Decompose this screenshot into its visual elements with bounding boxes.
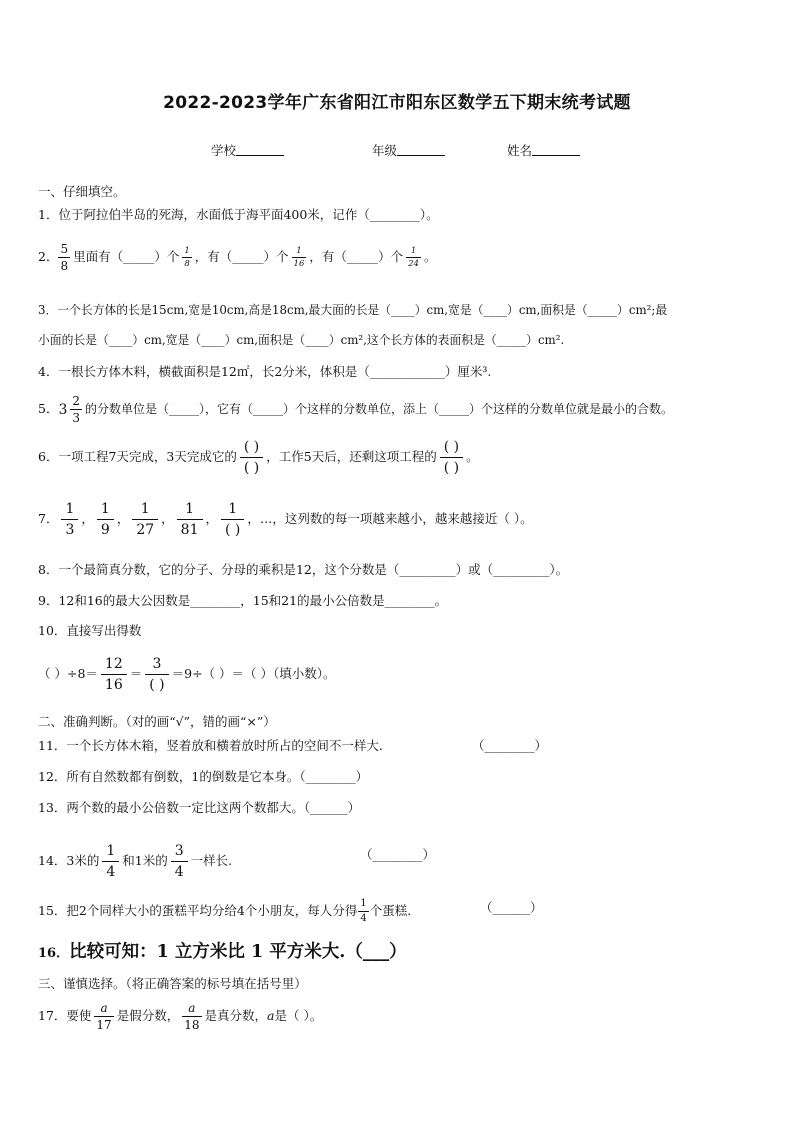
- question-3-line-1: 3．一个长方体的长是15cm,宽是10cm,高是18cm,最大面的长是（____）cm,宽是（____）cm,面积是（_____）cm²;最: [38, 303, 668, 317]
- question-text: ，…，这列数的每一项越来越小，越来越接近（ ）。: [247, 511, 533, 526]
- question-12: 12．所有自然数都有倒数，1的倒数是它本身。（________）: [38, 769, 369, 784]
- question-number: 14．: [38, 853, 67, 868]
- numerator: 12: [104, 656, 123, 672]
- denominator: 16: [293, 259, 305, 269]
- denominator: 3: [72, 411, 81, 425]
- question-text: 个蛋糕.: [369, 903, 412, 918]
- numerator: 1: [296, 245, 302, 256]
- numerator: 1: [65, 501, 75, 517]
- question-4: 4．一根长方体木料，横截面积是12㎡，长2分米，体积是（____________）厘米³.: [38, 364, 492, 379]
- question-9: 9．12和16的最大公因数是________，15和21的最小公倍数是________。: [38, 593, 448, 608]
- numerator: 3: [152, 656, 162, 672]
- denominator-blank: ( ): [145, 674, 168, 692]
- separator: ，: [205, 511, 219, 526]
- question-text: 和1米的: [122, 853, 168, 868]
- question-16: [38, 938, 407, 963]
- fraction: [102, 844, 119, 879]
- fraction: [182, 247, 191, 269]
- question-text: 的分数单位是（_____），它有（_____）个这样的分数单位，添上（_____）个这样的分数单位就是最小的合数。: [85, 402, 674, 416]
- grade-blank[interactable]: [397, 143, 445, 156]
- fraction: [171, 844, 188, 879]
- answer-blank[interactable]: （______）: [480, 900, 543, 915]
- question-11: [38, 737, 383, 755]
- name-blank[interactable]: [532, 143, 580, 156]
- numerator: 1: [100, 501, 110, 517]
- numerator: 1: [140, 501, 150, 517]
- denominator: 8: [184, 259, 190, 269]
- question-text: 一项工程7天完成，3天完成它的: [58, 449, 237, 464]
- question-text: 里面有（_____）个: [73, 249, 180, 264]
- denominator: 8: [60, 259, 69, 273]
- denominator: 16: [101, 674, 127, 692]
- fraction: [97, 502, 114, 537]
- question-text: （ ）÷8＝: [38, 666, 98, 681]
- numerator-blank: ( ): [443, 439, 460, 455]
- numerator: a: [188, 1001, 196, 1015]
- question-text: ，工作5天后，还剩这项工程的: [266, 449, 437, 464]
- question-text: 要使: [66, 1008, 92, 1023]
- section-heading-1: 一、仔细填空。: [38, 184, 126, 199]
- numerator: a: [100, 1001, 108, 1015]
- denominator: 4: [102, 861, 119, 879]
- question-text: 15．把2个同样大小的蛋糕平均分给4个小朋友，每人分得: [38, 903, 358, 918]
- fraction: [94, 1002, 113, 1031]
- answer-blank[interactable]: （________）: [360, 847, 436, 862]
- fraction-blank[interactable]: [440, 440, 463, 475]
- name-label: 姓名: [507, 143, 533, 158]
- separator: ，: [161, 511, 174, 526]
- denominator: 81: [177, 519, 203, 537]
- denominator: 24: [408, 259, 419, 269]
- separator: ，: [81, 511, 94, 526]
- question-text: 。: [466, 449, 479, 464]
- question-17: [38, 1002, 322, 1031]
- question-3-line-2: 小面的长是（____）cm,宽是（____）cm,面积是（____）cm²,这个长方体的表面积是（_____）cm².: [38, 333, 565, 347]
- denominator: 17: [96, 1018, 112, 1032]
- fraction: [177, 502, 203, 537]
- fraction: [101, 657, 127, 692]
- fraction-blank[interactable]: [221, 502, 244, 537]
- numerator-blank: ( ): [243, 439, 260, 455]
- denominator: 4: [360, 913, 367, 924]
- question-text: ，有（_____）个: [309, 249, 404, 264]
- numerator: 1: [106, 843, 116, 859]
- school-label: 学校: [211, 143, 237, 158]
- denominator: 27: [132, 519, 158, 537]
- question-number: 7．: [38, 511, 59, 526]
- fraction-blank[interactable]: [240, 440, 263, 475]
- question-text: 3米的: [66, 853, 100, 868]
- denominator-blank: ( ): [440, 457, 463, 475]
- section-heading-2: 二、准确判断。（对的画“√”，错的画“×”）: [38, 714, 276, 729]
- question-text: 是真分数，: [204, 1008, 268, 1023]
- denominator: 9: [97, 519, 114, 537]
- numerator: 3: [174, 843, 184, 859]
- grade-field: [372, 141, 445, 159]
- school-field: [211, 141, 284, 159]
- denominator: 3: [61, 519, 78, 537]
- fraction: [292, 247, 307, 269]
- fraction: [406, 247, 421, 269]
- numerator: 1: [184, 245, 190, 256]
- question-number: 2．: [38, 249, 59, 264]
- page-title: 2022-2023学年广东省阳江市阳东区数学五下期末统考试题: [163, 93, 631, 113]
- question-2: [38, 243, 436, 272]
- numerator: 2: [72, 394, 81, 408]
- question-number: 5．: [38, 401, 59, 416]
- question-8: 8．一个最简真分数，它的分子、分母的乘积是12，这个分数是（_________）或（_________）。: [38, 562, 569, 577]
- name-field: [507, 141, 580, 159]
- fraction: [132, 502, 158, 537]
- denominator: 4: [171, 861, 188, 879]
- question-text: 是（ ）。: [274, 1008, 323, 1023]
- question-1: 1．位于阿拉伯半岛的死海，水面低于海平面400米，记作（________）。: [38, 207, 439, 222]
- variable: a: [267, 1008, 275, 1023]
- grade-label: 年级: [372, 143, 398, 158]
- school-blank[interactable]: [236, 143, 284, 156]
- denominator-blank: ( ): [221, 519, 244, 537]
- numerator: 1: [185, 501, 195, 517]
- question-6: [38, 440, 479, 475]
- question-text: 是假分数，: [116, 1008, 180, 1023]
- question-number: 17．: [38, 1008, 67, 1023]
- question-text: 11．一个长方体木箱，竖着放和横着放时所占的空间不一样大.: [38, 738, 383, 753]
- question-number: 6．: [38, 449, 59, 464]
- numerator: 1: [360, 898, 367, 909]
- fraction: [58, 243, 70, 272]
- question-text: ＝9÷（ ）＝（ ）（填小数）。: [171, 666, 336, 681]
- numerator: 1: [410, 245, 417, 256]
- fraction: [182, 1002, 201, 1031]
- answer-blank[interactable]: （________）: [472, 738, 548, 753]
- denominator-blank: ( ): [240, 457, 263, 475]
- question-text: ，有（_____）个: [194, 249, 289, 264]
- fraction: [61, 502, 78, 537]
- question-number: 16．: [38, 946, 70, 961]
- question-7: [38, 502, 533, 537]
- separator: ，: [116, 511, 130, 526]
- question-text: 。: [423, 249, 437, 264]
- question-13: 13．两个数的最小公倍数一定比这两个数都大。（______）: [38, 800, 361, 815]
- whole-part: 3: [58, 401, 68, 418]
- denominator: 18: [184, 1018, 200, 1032]
- question-10-expression: [38, 657, 336, 692]
- question-5: [38, 395, 673, 424]
- fraction-blank[interactable]: [145, 657, 168, 692]
- numerator: 1: [228, 501, 238, 517]
- fraction: [358, 899, 368, 924]
- section-heading-3: 三、谨慎选择。（将正确答案的标号填在括号里）: [38, 976, 307, 991]
- numerator: 5: [60, 242, 69, 256]
- fraction: [70, 395, 82, 424]
- question-text: 比较可知：1 立方米比 1 平方米大.（___）: [69, 942, 407, 962]
- question-text: 一样长.: [190, 853, 233, 868]
- equals-sign: ＝: [129, 666, 143, 681]
- question-14: [38, 844, 232, 879]
- question-15: [38, 899, 411, 924]
- mixed-number: [58, 395, 85, 424]
- question-10-title: 10．直接写出得数: [38, 623, 142, 638]
